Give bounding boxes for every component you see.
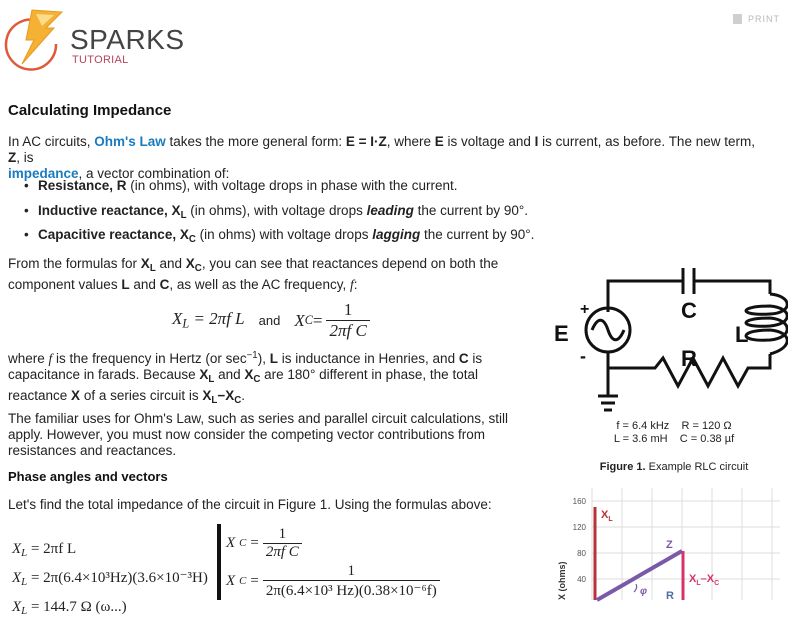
source-label: E <box>554 321 569 346</box>
list-item: • Resistance, R (in ohms), with voltage drops in phase with the current. <box>38 178 534 203</box>
wire <box>694 281 770 294</box>
resistor-label: R <box>681 346 697 371</box>
lightning-bolt-icon <box>6 6 68 72</box>
xc-formula: X C = $\frac{1}{\text{2πf C}}$ <box>294 300 370 341</box>
ohms-law-link[interactable]: Ohm's Law <box>94 134 166 149</box>
print-button[interactable] <box>733 14 780 24</box>
circuit-parameters: f = 6.4 kHz R = 120 Ω L = 3.6 mH C = 0.38 µf <box>613 420 735 445</box>
inductor-label: L <box>735 322 749 347</box>
minus-label: - <box>580 346 586 366</box>
ohms-law-paragraph: The familiar uses for Ohm's Law, such as series and parallel circuit calculations, still apply. However, you must now consider the competing vector contributions from resistances and reactances. <box>8 411 509 458</box>
y-tick-label: 40 <box>577 575 586 584</box>
brand-subtitle: TUTORIAL <box>72 54 129 66</box>
brand-name: SPARKS <box>70 24 185 55</box>
calculation-divider <box>217 524 221 600</box>
y-axis-label: X (ohms) <box>557 561 567 600</box>
frequency-paragraph: where f is the frequency in Hertz (or $\sec^{-1}$), L is inductance in Henries, and C is capacitance in farads. Because $X_L$ and $X_C$ are 180° different in phase, the total reactance X of a series circuit is $X_L-X_C$. <box>8 350 483 406</box>
list-item: • Inductive reactance, $X_L$ (in ohms), with voltage drops leading the current by 90°. <box>38 203 534 228</box>
reactance-paragraph: From the formulas for $X_L$ and $X_C$, you can see that reactances depend on both the component values L and C, as well as the AC frequency, f: <box>8 256 499 292</box>
phi-label: φ <box>640 586 648 597</box>
calc-line: $X_L = 144.7$ Ω (ω...) <box>12 599 127 618</box>
phase-angle-arc <box>634 584 637 592</box>
page-title: Calculating Impedance <box>8 102 172 119</box>
list-item: • Capacitive reactance, $X_C$ (in ohms) with voltage drops lagging the current by 90°. <box>38 227 534 252</box>
print-label: PRINT <box>748 14 780 24</box>
intro-paragraph: In AC circuits, Ohm's Law takes the more general form: E = I·Z, where E is voltage and I is current, as before. The new term, Z, is impedance, a vector combination of: <box>8 134 755 181</box>
r-label: R <box>666 590 674 602</box>
rlc-circuit-diagram <box>548 258 788 420</box>
xl-label: $X_L$ <box>601 509 613 523</box>
y-tick-label: 80 <box>577 549 586 558</box>
y-tick-label: 120 <box>572 523 586 532</box>
inductor-coil <box>746 294 787 354</box>
calc-line: X C = $\frac{1}{\text{2πf C}}$ <box>226 524 440 562</box>
figure-caption: Figure 1. Example RLC circuit <box>599 461 749 473</box>
site-logo[interactable] <box>6 6 185 72</box>
impedance-vector-chart <box>548 488 788 600</box>
xl-calculation <box>12 537 208 625</box>
calc-line: $X_L = 2\pi f$ L <box>12 541 77 560</box>
document-icon <box>733 14 742 24</box>
plus-label: + <box>580 301 590 318</box>
calc-line: $X_L = 2\pi(6.4\times 10^3Hz)(3.6\times 10^{-3}H)$ <box>12 570 208 589</box>
reactance-formulas <box>172 300 370 341</box>
wire <box>608 281 683 312</box>
xl-formula: $X_L = 2\pi f$ L <box>172 309 245 331</box>
calc-line: X C = $\frac{1}{\text{2π(6.4×10³ Hz)(0.38×10⁻⁶f)}}$ <box>226 562 440 600</box>
z-label: Z <box>666 539 673 551</box>
sine-symbol <box>592 320 624 340</box>
section-heading: Phase angles and vectors <box>8 469 168 484</box>
y-tick-label: 160 <box>572 497 586 506</box>
xc-calculation <box>226 524 440 600</box>
and-label: and <box>258 313 281 328</box>
impedance-link[interactable]: impedance <box>8 166 79 181</box>
capacitor-label: C <box>681 298 697 323</box>
impedance-intro-paragraph: Let's find the total impedance of the circuit in Figure 1. Using the formulas above: <box>8 497 492 512</box>
impedance-components-list <box>38 178 534 252</box>
xl-minus-xc-label: $X_L-X_C$ <box>689 573 720 587</box>
